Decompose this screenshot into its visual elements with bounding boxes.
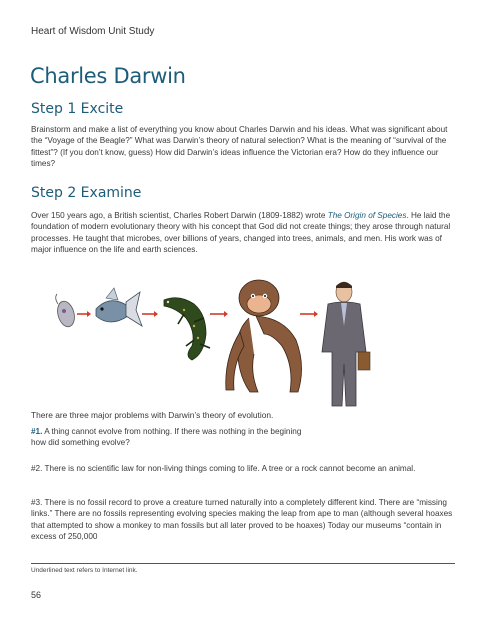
- man-in-suit-icon: [322, 282, 370, 406]
- origin-of-species-title: The Origin of Species: [327, 211, 407, 220]
- footnote: Underlined text refers to Internet link.: [31, 567, 138, 574]
- fish-icon: [96, 288, 142, 326]
- step2-paragraph: [31, 210, 457, 255]
- lizard-icon: [164, 298, 210, 360]
- problems-intro: There are three major problems with Darwin’s theory of evolution.: [31, 410, 274, 420]
- step2-heading: Step 2 Examine: [31, 185, 142, 201]
- running-header: Heart of Wisdom Unit Study: [31, 26, 155, 37]
- problem-1-label: #1.: [31, 427, 43, 436]
- microbe-icon: [55, 294, 77, 329]
- step1-paragraph: Brainstorm and make a list of everything you know about Charles Darwin and his ideas. What was significant about the “Voyage of the Beagle?” What was Darwin’s theory of natural selection? What is the meaning of “survival of the fittest”? (If you don’t know, guess) How did Darwin’s ideas influence the Victorian era? How do they influence our times?: [31, 125, 448, 168]
- step1-heading: Step 1 Excite: [31, 101, 124, 117]
- problem-3: #3. There is no fossil record to prove a creature turned naturally into a completely different kind. There are “missing links.” There are no fossils representing evolving species making the leap from ape to man (although several hoaxes that attempted to show a monkey to man fossils but all later proved to be hoaxes) Today our museums “contain in excess of 250,000: [31, 498, 453, 541]
- problem-1-text: A thing cannot evolve from nothing. If there was nothing in the begining how did something evolve?: [31, 427, 302, 448]
- page-number: 56: [31, 590, 42, 600]
- problem-1: [31, 426, 309, 449]
- problem-2: #2. There is no scientific law for non-living things coming to life. A tree or a rock cannot become an animal.: [31, 464, 416, 473]
- step2-text-b: . He laid the foundation of modern evolutionary theory with his concept that God did not create things; they arose through natural processes. He taught that microbes, over billions of years, changed into trees, animals, and men. His work was of major influence on the life and earth sciences.: [31, 211, 451, 254]
- ape-icon: [226, 280, 302, 392]
- step2-text-a: Over 150 years ago, a British scientist, Charles Robert Darwin (1809-1882) wrote: [31, 211, 328, 220]
- evolution-illustration: [44, 274, 384, 409]
- footnote-divider: [31, 563, 455, 564]
- page-title: Charles Darwin: [30, 64, 186, 88]
